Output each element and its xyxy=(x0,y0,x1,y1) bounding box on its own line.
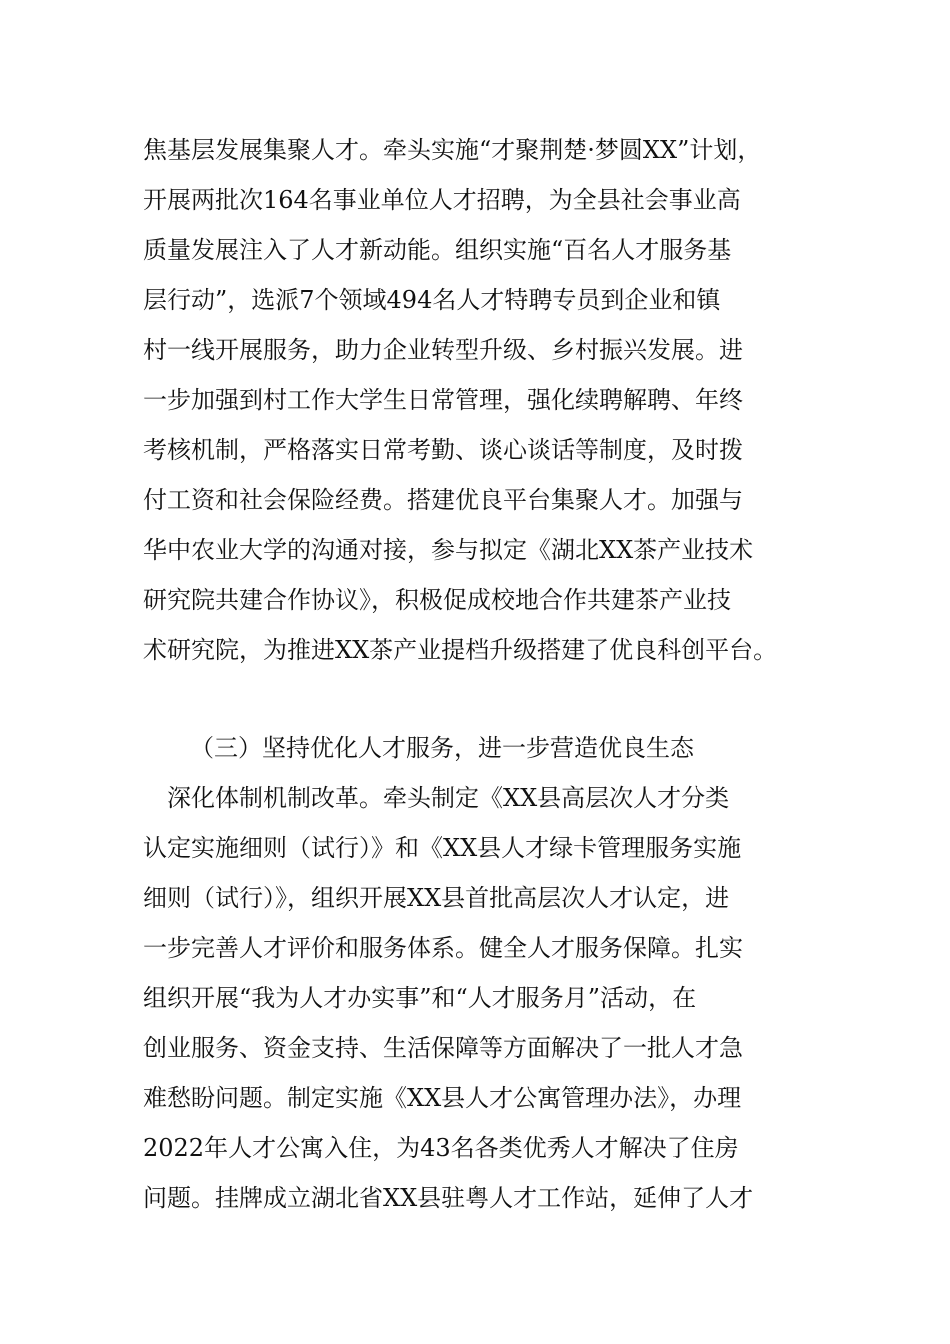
paragraph-line: 开展两批次164名事业单位人才招聘，为全县社会事业高 xyxy=(143,186,741,214)
section-heading: （三）坚持优化人才服务，进一步营造优良生态 xyxy=(190,734,694,762)
paragraph-line: 术研究院，为推进XX茶产业提档升级搭建了优良科创平台。 xyxy=(143,636,778,664)
paragraph-line: 细则（试行）》，组织开展XX县首批高层次人才认定，进 xyxy=(143,884,730,912)
paragraph-line: 研究院共建合作协议》，积极促成校地合作共建茶产业技 xyxy=(143,586,731,614)
paragraph-line: 一步完善人才评价和服务体系。健全人才服务保障。扎实 xyxy=(143,934,743,962)
paragraph-line: 问题。挂牌成立湖北省XX县驻粤人才工作站，延伸了人才 xyxy=(143,1184,754,1212)
paragraph-line: 村一线开展服务，助力企业转型升级、乡村振兴发展。进 xyxy=(143,336,743,364)
paragraph-line: 创业服务、资金支持、生活保障等方面解决了一批人才急 xyxy=(143,1034,743,1062)
paragraph-line: 一步加强到村工作大学生日常管理，强化续聘解聘、年终 xyxy=(143,386,743,414)
paragraph-line: 组织开展“我为人才办实事”和“人才服务月”活动，在 xyxy=(143,984,697,1012)
paragraph-line: 2022年人才公寓入住，为43名各类优秀人才解决了住房 xyxy=(143,1134,739,1162)
paragraph-line: 考核机制，严格落实日常考勤、谈心谈话等制度，及时拨 xyxy=(143,436,743,464)
paragraph-line: 付工资和社会保险经费。搭建优良平台集聚人才。加强与 xyxy=(143,486,743,514)
paragraph-line: 难愁盼问题。制定实施《XX县人才公寓管理办法》，办理 xyxy=(143,1084,742,1112)
paragraph-line: 深化体制机制改革。牵头制定《XX县高层次人才分类 xyxy=(143,784,730,812)
paragraph-line: 质量发展注入了人才新动能。组织实施“百名人才服务基 xyxy=(143,236,732,264)
paragraph-line: 认定实施细则（试行）》和《XX县人才绿卡管理服务实施 xyxy=(143,834,742,862)
paragraph-line: 华中农业大学的沟通对接，参与拟定《湖北XX茶产业技术 xyxy=(143,536,754,564)
paragraph-line: 焦基层发展集聚人才。牵头实施“才聚荆楚·梦圆XX”计划， xyxy=(143,136,762,164)
paragraph-line: 层行动”，选派7个领域494名人才特聘专员到企业和镇 xyxy=(143,286,721,314)
